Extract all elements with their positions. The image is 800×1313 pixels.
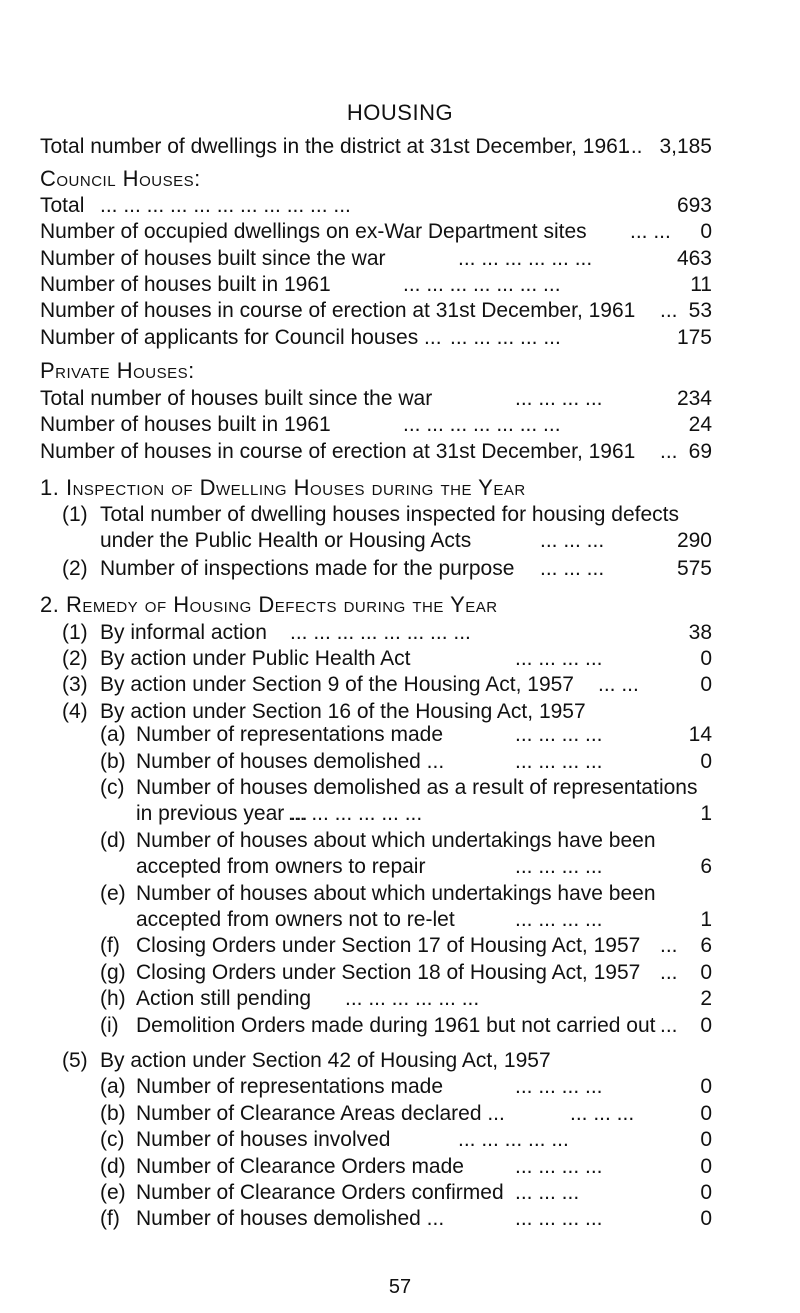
row-value: 0 [700,1207,712,1230]
row-value: 175 [676,326,712,349]
council-row-applicants [0,325,800,353]
row-label: Number of houses built in 1961 [40,413,331,436]
private-row-erection [0,439,800,467]
council-row-built-1961 [0,272,800,300]
private-row-since-war [0,386,800,414]
item5-row-d [0,1154,800,1182]
private-row-built-1961 [0,412,800,440]
row-label: By informal action [100,621,267,644]
row-value: 1 [700,908,712,931]
leader-dots: ... ... ... ... [515,750,603,773]
row-label: By action under Public Health Act [100,647,411,670]
row-value: 0 [700,961,712,984]
leader-dots: ... ... ... [540,557,605,580]
item4-row-d [0,828,800,884]
row-value: 0 [700,1128,712,1151]
item5-row-e [0,1180,800,1208]
item4-row-g [0,960,800,988]
item-letter: (g) [100,961,126,984]
row-label: Closing Orders under Section 17 of Housing Act, 1957 [136,934,641,957]
item-letter: (d) [100,1155,126,1178]
row-label: By action under Section 16 of the Housing Act, 1957 [100,700,586,723]
row-label: Number of houses in course of erection at 31st December, 1961 [40,299,636,322]
item-letter: (c) [100,776,125,799]
row-value: 693 [676,194,712,217]
row-value: 53 [688,299,712,322]
row-value: 11 [690,273,712,296]
council-houses-heading: Council Houses: [40,166,201,191]
item-label-line2: accepted from owners to repair [136,855,426,878]
leader-dots: ... [660,440,678,463]
row-value: 38 [688,621,712,644]
row-label: Number of representations made [136,1075,443,1098]
item-label-line2: in previous year ... [136,802,308,825]
item-label-line2: under the Public Health or Housing Acts [100,529,472,552]
item4-row-f [0,933,800,961]
item5-row-f [0,1206,800,1234]
item-number: (2) [62,647,88,670]
item-label-line1: Number of houses about which undertakings have been [136,882,656,905]
leader-dots: ... ... ... ... ... [458,1128,569,1151]
row-label: By action under Section 42 of Housing Act, 1957 [100,1049,551,1072]
item-label-line1: Total number of dwelling houses inspected for housing defects [100,503,680,526]
item5-row-a [0,1074,800,1102]
leader-dots: ... ... ... [515,1181,580,1204]
section1-item-1 [0,502,800,558]
item-letter: (e) [100,882,126,905]
leader-dots: ... ... ... ... [515,647,603,670]
council-row-erection [0,298,800,326]
row-value: 290 [676,529,712,552]
row-label: Number of houses built since the war [40,247,386,270]
item5-row-c [0,1127,800,1155]
leader-dots: ... ... ... ... [515,1207,603,1230]
item-letter: (b) [100,750,126,773]
item-letter: (f) [100,1207,120,1230]
private-houses-heading: Private Houses: [40,358,195,383]
item4-row-a [0,722,800,750]
item-number: (1) [62,621,88,644]
row-value: 69 [688,440,712,463]
row-value: 0 [700,750,712,773]
leader-dots: ... ... ... ... [515,908,603,931]
item-label-line1: Number of houses demolished as a result of representations [136,776,698,799]
section2-item-5-heading [0,1048,800,1076]
row-label: Action still pending [136,987,312,1010]
row-value: 0 [700,1155,712,1178]
item-number: (5) [62,1049,88,1072]
leader-dots: ... ... ... ... [515,1155,603,1178]
leader-dots: ... ... [598,673,639,696]
item5-row-b [0,1101,800,1129]
leader-dots: ... ... ... ... ... ... [458,247,593,270]
item-number: (3) [62,673,88,696]
row-label: Closing Orders under Section 18 of Housing Act, 1957 [136,961,641,984]
leader-dots: ... ... ... [570,1102,635,1125]
row-label: Number of inspections made for the purpose [100,557,515,580]
row-value: 0 [700,673,712,696]
row-label: Number of houses built in 1961 [40,273,331,296]
council-row-since-war [0,246,800,274]
item4-row-c [0,775,800,831]
item4-row-b [0,749,800,777]
row-value: 0 [700,1181,712,1204]
item-label-line2: accepted from owners not to re-let [136,908,455,931]
leader-dots: ... ... [630,220,671,243]
leader-dots: ... [660,934,678,957]
item-letter: (h) [100,987,126,1010]
item-letter: (i) [100,1014,119,1037]
item-letter: (b) [100,1102,126,1125]
leader-dots: ... ... ... ... [515,723,603,746]
leader-dots: ... ... ... ... [515,1075,603,1098]
leader-dots: ... ... ... ... [515,855,603,878]
section2-item-3 [0,672,800,700]
leader-dots: ... ... ... [540,529,605,552]
row-value: 0 [700,1075,712,1098]
row-value: 14 [688,723,712,746]
item-number: (1) [62,503,88,526]
section2-item-2 [0,646,800,674]
row-label: By action under Section 9 of the Housing Act, 1957 [100,673,574,696]
item-letter: (a) [100,723,126,746]
section2-item-1 [0,620,800,648]
row-label: Number of houses demolished ... [136,750,445,773]
leader-dots: ... [660,1014,678,1037]
leader-dots: ... ... ... ... [515,387,603,410]
row-value: 0 [700,647,712,670]
item4-row-h [0,986,800,1014]
row-label: Number of Clearance Areas declared ... [136,1102,505,1125]
section1-item-2 [0,556,800,584]
row-label: Total [40,194,85,217]
row-label: Number of houses in course of erection at 31st December, 1961 [40,440,636,463]
section-2-heading: 2. Remedy of Housing Defects during the Year [40,592,498,617]
leader-dots: ... ... ... ... ... ... ... ... ... ... ... [100,194,351,217]
row-label: Number of houses demolished ... [136,1207,445,1230]
row-label: Demolition Orders made during 1961 but not carried out [136,1014,656,1037]
item-letter: (e) [100,1181,126,1204]
leader-dots: ... [625,135,643,158]
item4-row-i [0,1013,800,1041]
item-label-line1: Number of houses about which undertakings have been [136,829,656,852]
row-value: 0 [700,220,712,243]
item-letter: (d) [100,829,126,852]
leader-dots: ... ... ... ... ... ... [288,802,423,825]
leader-dots: ... ... ... ... ... ... ... [403,413,561,436]
row-label: Number of occupied dwellings on ex-War Department sites [40,220,587,243]
item4-row-e [0,881,800,937]
leader-dots: ... [660,299,678,322]
row-value: 0 [700,1014,712,1037]
row-label: Number of representations made [136,723,443,746]
leader-dots: ... ... ... ... ... ... ... ... [290,621,471,644]
leader-dots: ... [660,961,678,984]
page-number: 57 [388,1276,412,1298]
total-dwellings-row [0,134,800,162]
council-row-total [0,193,800,221]
row-value: 575 [676,557,712,580]
row-label: Number of Clearance Orders made [136,1155,464,1178]
leader-dots: ... ... ... ... ... ... [345,987,480,1010]
item-number: (2) [62,557,88,580]
row-value: 24 [688,413,712,436]
row-label: Number of houses involved [136,1128,391,1151]
row-label: Number of Clearance Orders confirmed [136,1181,504,1204]
row-value: 1 [700,802,712,825]
row-value: 0 [700,1102,712,1125]
council-row-ex-war [0,219,800,247]
item-letter: (a) [100,1075,126,1098]
section-1-heading: 1. Inspection of Dwelling Houses during the Year [40,475,526,500]
leader-dots: ... ... ... ... ... [450,326,561,349]
row-value: 6 [700,855,712,878]
page-title: HOUSING [346,100,454,125]
row-value: 463 [676,247,712,270]
row-value: 234 [676,387,712,410]
leader-dots: ... ... ... ... ... ... ... [403,273,561,296]
row-value: 6 [700,934,712,957]
row-value: 2 [700,987,712,1010]
item-number: (4) [62,700,88,723]
item-letter: (c) [100,1128,125,1151]
row-label: Total number of dwellings in the district at 31st December, 1961 [40,135,630,158]
row-value: 3,185 [659,135,712,158]
row-label: Number of applicants for Council houses ... [40,326,442,349]
row-label: Total number of houses built since the war [40,387,433,410]
item-letter: (f) [100,934,120,957]
